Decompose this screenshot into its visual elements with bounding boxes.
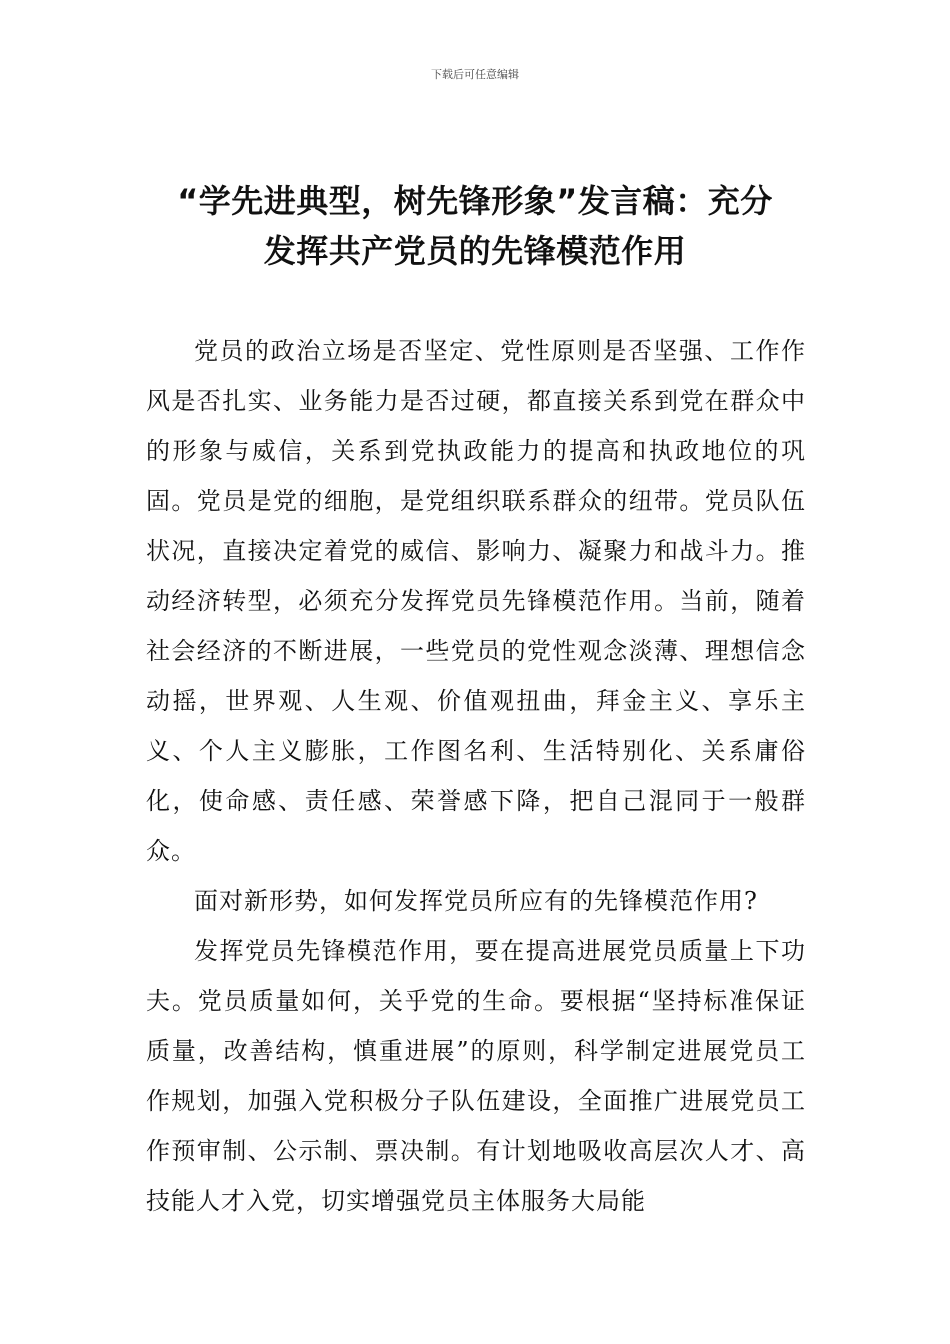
title-line-2: 发挥共产党员的先锋模范作用	[263, 232, 687, 270]
document-body	[146, 326, 806, 1226]
paragraph-3: 发挥党员先锋模范作用，要在提高进展党员质量上下功夫。党员质量如何，关乎党的生命。要根据“坚持标准保证质量，改善结构，慎重进展”的原则，科学制定进展党员工作规划，加强入党积极分子队伍建设，全面推广进展党员工作预审制、公示制、票决制。有计划地吸收高层次人才、高技能人才入党，切实增强党员主体服务大局能	[146, 937, 806, 1215]
header-note: 下载后可任意编辑	[431, 68, 519, 81]
paragraph-1: 党员的政治立场是否坚定、党性原则是否坚强、工作作风是否扎实、业务能力是否过硬，都直接关系到党在群众中的形象与威信，关系到党执政能力的提高和执政地位的巩固。党员是党的细胞，是党组织联系群众的纽带。党员队伍状况，直接决定着党的威信、影响力、凝聚力和战斗力。推动经济转型，必须充分发挥党员先锋模范作用。当前，随着社会经济的不断进展，一些党员的党性观念淡薄、理想信念动摇，世界观、人生观、价值观扭曲，拜金主义、享乐主义、个人主义膨胀，工作图名利、生活特别化、关系庸俗化，使命感、责任感、荣誉感下降，把自己混同于一般群众。	[146, 337, 806, 865]
title-line-1: “学先进典型，树先锋形象”发言稿：充分	[177, 182, 773, 220]
paragraph-2: 面对新形势，如何发挥党员所应有的先锋模范作用?	[194, 887, 758, 915]
document-title	[140, 176, 810, 276]
